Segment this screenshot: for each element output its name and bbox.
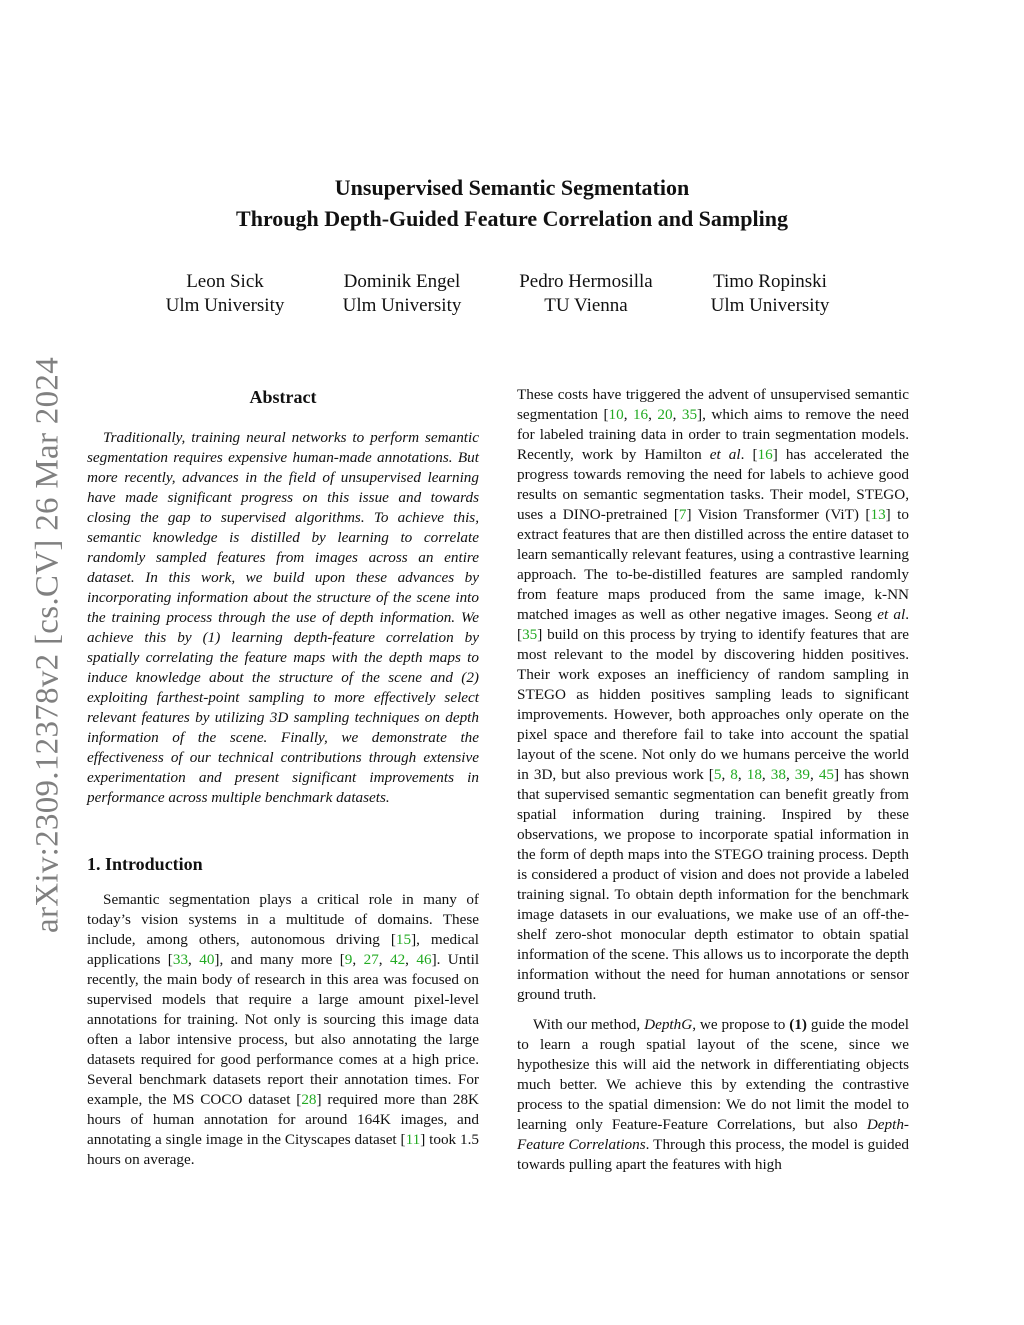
author-affiliation: Ulm University: [342, 295, 462, 316]
text-run: Semantic segmentation plays a critical role in many of today’s vision systems in a multitude of domains. These include, among others, autonomous driving [: [87, 891, 479, 948]
citation-link[interactable]: 16: [757, 446, 773, 463]
citation-link[interactable]: 39: [794, 766, 810, 783]
text-run: ,: [405, 951, 417, 968]
citation-link[interactable]: 13: [870, 506, 886, 523]
text-run: et al: [709, 446, 741, 463]
abstract-text: Traditionally, training neural networks to perform semantic segmentation requires expensive human-made annotations. But more recently, advances in the field of unsupervised learning have made significant progress on this issue and towards closing the gap to supervised algorithms. To achieve this, semantic knowledge is distilled by learning to correlate randomly sampled features from images across an entire dataset. In this work, we build upon these advances by incorporating information about the structure of the scene into the training process through the use of depth information. We achieve this by (1) learning depth-feature correlation by spatially correlating the feature maps with the depth maps to induce knowledge about the structure of the scene and (2) exploiting farthest-point sampling to more effectively select relevant features by utilizing 3D sampling techniques on depth information of the scene. Finally, we demonstrate the effectiveness of our technical contributions through extensive experimentation and present significant improvements in performance across multiple benchmark datasets.: [87, 429, 479, 806]
text-run: ]. Until recently, the main body of research in this area was focused on supervised models that require a large amount pixel-level annotations for training. Not only is sourcing this image data often a labor intensive process, but also annotating the large datasets required for good performance comes at a high price. Several benchmark datasets report their annotation times. For example, the MS COCO dataset [: [87, 951, 480, 1108]
text-run: ,: [672, 406, 682, 423]
citation-link[interactable]: 7: [678, 506, 687, 523]
citation-link[interactable]: 46: [416, 951, 432, 968]
citation-link[interactable]: 38: [770, 766, 786, 783]
arxiv-identifier: arXiv:2309.12378v2 [cs.CV] 26 Mar 2024: [29, 357, 66, 933]
text-run: ] Vision Transformer (ViT) [: [686, 506, 871, 523]
text-run: ,: [809, 766, 819, 783]
text-run: ], which aims to remove the need for labeled training data in order to train segmentation models. Recently, work by Hamilton: [517, 406, 910, 463]
author-block: [297, 270, 507, 318]
citation-link[interactable]: 8: [730, 766, 738, 783]
citation-link[interactable]: 27: [363, 951, 379, 968]
text-run: These costs have triggered the advent of unsupervised semantic segmentation [: [517, 386, 909, 423]
title-line-1: Unsupervised Semantic Segmentation: [334, 175, 690, 200]
abstract-heading: Abstract: [249, 387, 317, 407]
text-run: ] took 1.5 hours on average.: [87, 1131, 479, 1168]
text-run: ,: [352, 951, 364, 968]
text-run: ,: [761, 766, 771, 783]
emphasized-term: Depth-Feature Correlations: [517, 1116, 909, 1153]
author-name: Timo Ropinski: [713, 271, 827, 292]
intro-paragraph-3: [517, 1015, 909, 1175]
text-run: ] required more than 28K hours of human annotation for around 164K images, and annotating a single image in the Cityscapes dataset [: [87, 1091, 479, 1148]
text-run: ,: [721, 766, 731, 783]
citation-link[interactable]: 33: [172, 951, 189, 968]
citation-link[interactable]: 45: [818, 766, 834, 783]
title-line-2: Through Depth-Guided Feature Correlation and Sampling: [236, 206, 788, 231]
citation-link[interactable]: 42: [389, 951, 406, 968]
citation-link[interactable]: 18: [746, 766, 762, 783]
author-block: [481, 270, 691, 318]
text-run: , we propose to: [692, 1016, 790, 1033]
text-run: With our method,: [533, 1016, 645, 1033]
author-affiliation: Ulm University: [165, 295, 285, 316]
text-run: ] has accelerated the progress towards removing the need for labels to achieve good results on semantic segmentation tasks. Their model, STEGO, uses a DINO-pretrained [: [517, 446, 910, 523]
text-run: ,: [737, 766, 747, 783]
intro-paragraph-1: [87, 890, 479, 1170]
citation-link[interactable]: 28: [301, 1091, 317, 1108]
citation-link[interactable]: 20: [657, 406, 673, 423]
author-name: Pedro Hermosilla: [519, 271, 653, 292]
enumeration-marker: (1): [789, 1016, 807, 1033]
citation-link[interactable]: 35: [681, 406, 698, 423]
text-run: et al: [877, 606, 906, 623]
intro-paragraph-2: [517, 385, 909, 1005]
citation-link[interactable]: 35: [522, 626, 538, 643]
text-run: ] build on this process by trying to identify features that are most relevant to the model by discovering hidden positives. Their work exposes an inefficiency of random sampling in STEGO as hidden positives sampling leads to significant improvements. However, both approaches only operate on the pixel space and therefore fail to take into account the spatial layout of the scene. Not only do we humans perceive the world in 3D, but also previous work [: [517, 626, 909, 783]
text-run: ,: [623, 406, 633, 423]
text-run: guide the model to learn a rough spatial layout of the scene, since we hypothesize this will aid the network in differentiating objects much better. We achieve this by extending the contrastive process to the spatial dimension: We do not limit the model to learning only Feature-Feature Correlations, but also: [517, 1016, 910, 1133]
author-name: Dominik Engel: [343, 271, 461, 292]
text-run: . Through this process, the model is guided towards pulling apart the features with high: [517, 1136, 909, 1173]
text-run: ] has shown that supervised semantic segmentation can benefit greatly from spatial information during training. Inspired by these observations, we propose to incorporate spatial information in the form of depth maps into the STEGO training process. Depth is considered a product of vision and does not provide a labeled training signal. To obtain depth information for the benchmark image datasets in our evaluations, we make use of an off-the-shelf zero-shot monocular depth estimator to obtain spatial information of the scene. This allows us to incorporate the depth information without the need for human annotations or sensor ground truth.: [517, 766, 910, 1003]
citation-link[interactable]: 5: [713, 766, 722, 783]
citation-link[interactable]: 16: [632, 406, 649, 423]
right-column: [517, 385, 909, 1185]
text-run: . [: [517, 606, 909, 643]
citation-link[interactable]: 10: [608, 406, 624, 423]
text-run: ], medical applications [: [87, 931, 479, 968]
section-heading-introduction: 1. Introduction: [87, 854, 203, 874]
author-name: Leon Sick: [186, 271, 264, 292]
paper-title: [0, 172, 1024, 234]
text-run: ] to extract features that are then distilled across the entire dataset to learn semantically relevant features, using a contrastive learning approach. The to-be-distilled features are sampled randomly from feature maps produced from the same image, k-NN matched images as well as other negative images. Seong: [517, 506, 909, 623]
citation-link[interactable]: 9: [344, 951, 353, 968]
text-run: ], and many more [: [214, 951, 345, 968]
citation-link[interactable]: 15: [395, 931, 412, 948]
author-block: [665, 270, 875, 318]
text-run: ,: [188, 951, 200, 968]
text-run: ,: [785, 766, 795, 783]
author-affiliation: Ulm University: [710, 295, 830, 316]
text-run: ,: [648, 406, 658, 423]
citation-link[interactable]: 11: [405, 1131, 421, 1148]
text-run: ,: [378, 951, 390, 968]
citation-link[interactable]: 40: [199, 951, 215, 968]
author-affiliation: TU Vienna: [544, 295, 628, 316]
method-name: DepthG: [644, 1016, 693, 1033]
text-run: . [: [740, 446, 758, 463]
left-column: [87, 385, 479, 1180]
